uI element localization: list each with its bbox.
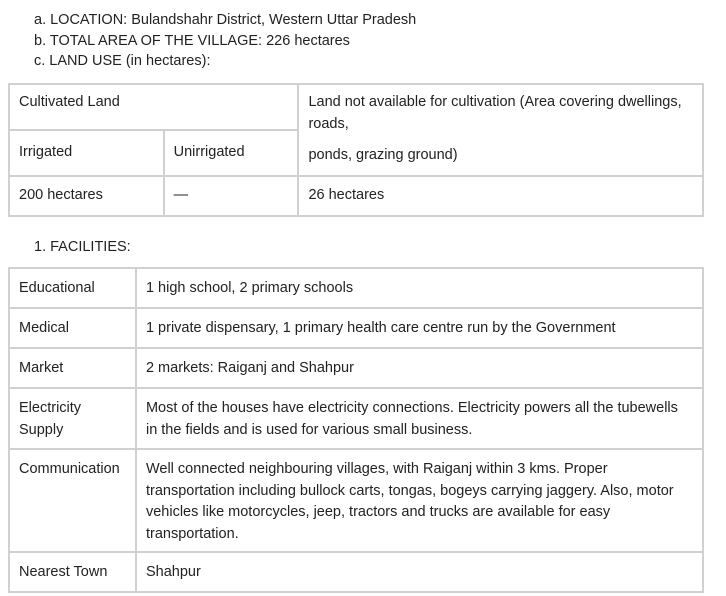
facility-label: Nearest Town (9, 552, 136, 592)
table-row (9, 348, 703, 388)
not-available-value: 26 hectares (298, 176, 703, 216)
land-use-line: c. LAND USE (in hectares): (34, 53, 211, 69)
cultivated-land-header: Cultivated Land (9, 84, 298, 130)
not-available-header-line2: ponds, grazing ground) (308, 147, 458, 163)
facility-label: Electricity Supply (9, 388, 136, 449)
table-row (9, 449, 703, 552)
table-row (9, 552, 703, 592)
facilities-table (8, 267, 704, 593)
village-details (34, 10, 416, 72)
table-row (9, 268, 703, 308)
total-area-line: b. TOTAL AREA OF THE VILLAGE: 226 hectares (34, 32, 350, 49)
facilities-heading: 1. FACILITIES: (34, 239, 131, 255)
facility-label: Market (9, 348, 136, 388)
facility-label: Medical (9, 308, 136, 348)
facility-value: Shahpur (136, 552, 703, 592)
facility-label: Communication (9, 449, 136, 552)
location-line: a. LOCATION: Bulandshahr District, Western Uttar Pradesh (34, 12, 417, 28)
facility-value: 1 private dispensary, 1 primary health care centre run by the Government (136, 308, 703, 348)
unirrigated-value: — (164, 176, 299, 216)
irrigated-value: 200 hectares (9, 176, 164, 216)
facility-value: Well connected neighbouring villages, with Raiganj within 3 kms. Proper transportation including bullock carts, tongas, bogeys carrying jaggery. Also, motor vehicles like motorcycles, jeep, tractors and trucks are available for easy transportation. (136, 449, 703, 552)
land-use-table (8, 83, 704, 217)
table-row (9, 308, 703, 348)
facility-value: Most of the houses have electricity connections. Electricity powers all the tubewells in the fields and is used for various small business. (136, 388, 703, 449)
table-row (9, 388, 703, 449)
facility-label: Educational (9, 268, 136, 308)
unirrigated-header: Unirrigated (164, 130, 299, 176)
not-available-header (298, 84, 703, 176)
facility-value: 1 high school, 2 primary schools (136, 268, 703, 308)
not-available-header-line1: Land not available for cultivation (Area covering dwellings, roads, (308, 94, 682, 132)
facility-value: 2 markets: Raiganj and Shahpur (136, 348, 703, 388)
irrigated-header: Irrigated (9, 130, 164, 176)
